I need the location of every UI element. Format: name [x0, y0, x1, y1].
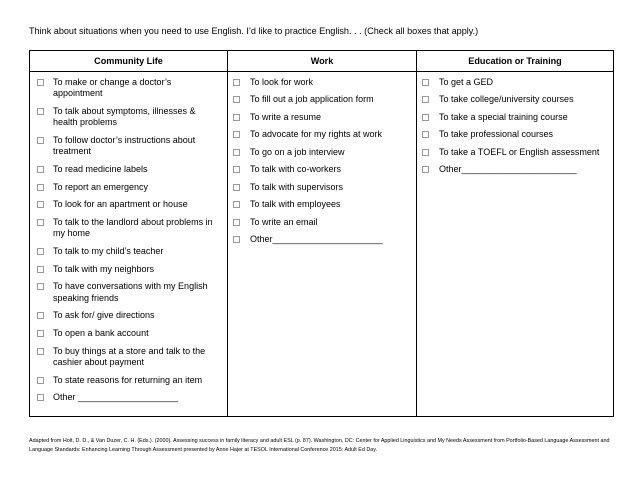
checklist-item[interactable]: [31, 199, 226, 210]
checklist-item-label: To fill out a job application form: [250, 94, 374, 105]
checkbox[interactable]: [233, 166, 240, 173]
checklist-item-label: To state reasons for returning an item: [53, 374, 203, 385]
checklist-item-label: To open a bank account: [53, 328, 149, 339]
checklist-item-label: To make or change a doctor’s appointment: [53, 77, 172, 99]
checkbox[interactable]: [37, 394, 44, 401]
column-heading-community-life: Community Life: [30, 51, 228, 72]
checklist-item[interactable]: [418, 164, 612, 175]
checkbox[interactable]: [233, 131, 240, 138]
checklist-item-label: To take a TOEFL or English assessment: [439, 146, 600, 157]
checkbox[interactable]: [233, 114, 240, 121]
checklist-item-label: To advocate for my rights at work: [250, 129, 383, 140]
checklist-item-label: To talk with employees: [250, 199, 341, 210]
checklist-item[interactable]: [31, 246, 226, 257]
checkbox[interactable]: [37, 377, 44, 384]
column-heading-education: Education or Training: [417, 51, 614, 72]
checklist-item[interactable]: [31, 217, 226, 240]
education-column: [417, 72, 614, 417]
checklist-item-label: To buy things at a store and talk to the cashier about payment: [53, 345, 206, 368]
work-list: [229, 73, 415, 246]
checklist-item-label: To talk with supervisors: [250, 181, 344, 192]
checkbox[interactable]: [422, 166, 429, 173]
checklist-item[interactable]: [31, 135, 226, 158]
checklist-item[interactable]: [418, 112, 612, 123]
checklist-item-label: To report an emergency: [53, 181, 149, 192]
checklist-item-label: Other_______________________: [439, 164, 577, 175]
checklist-item-label: To write a resume: [250, 111, 322, 122]
checklist-item[interactable]: [229, 77, 415, 88]
checkbox[interactable]: [37, 348, 44, 355]
checklist-item[interactable]: [229, 217, 415, 228]
checkbox[interactable]: [37, 184, 44, 191]
checkbox[interactable]: [233, 96, 240, 103]
checklist-item[interactable]: [229, 147, 415, 158]
checkbox[interactable]: [37, 266, 44, 273]
checkbox[interactable]: [37, 219, 44, 226]
checklist-item-label: To take college/university courses: [439, 94, 574, 105]
checklist-item-label: To write an email: [250, 216, 318, 227]
checklist-item-label: To talk to my child’s teacher: [53, 246, 164, 256]
checklist-item[interactable]: [31, 77, 226, 100]
citation-footer: Adapted from Holt, D. D., & Van Duzer, C. H. (Eds.). (2000). Assessing success in family literacy and adult ESL (p. 87). Washington, DC: Center for Applied Linguistics and My Needs Assessment from Portfolio-Based Language Assessment and Language Standards: Enhancing Learning Through Assessment presented by Anne Hajer at TESOL International Conference 2015: Adult Ed Day.: [29, 438, 610, 453]
checklist-item[interactable]: [229, 94, 415, 105]
checklist-item-label: To talk about symptoms, illnesses & health problems: [53, 105, 196, 128]
checklist-item-label: To get a GED: [439, 77, 494, 87]
checkbox[interactable]: [422, 114, 429, 121]
instructions-text: Think about situations when you need to use English. I’d like to practice English. . . (Check all boxes that apply.): [29, 26, 479, 36]
checkbox[interactable]: [37, 79, 44, 86]
checklist-item[interactable]: [229, 164, 415, 175]
checkbox[interactable]: [37, 108, 44, 115]
checklist-item-label: To look for an apartment or house: [53, 199, 188, 210]
checklist-item[interactable]: [229, 182, 415, 193]
checkbox[interactable]: [37, 201, 44, 208]
checkbox[interactable]: [233, 201, 240, 208]
checkbox[interactable]: [422, 131, 429, 138]
checklist-item[interactable]: [31, 310, 226, 321]
checklist-item-label: To follow doctor’s instructions about treatment: [53, 134, 196, 157]
checklist-item[interactable]: [229, 112, 415, 123]
checklist-item-label: To talk with my neighbors: [53, 263, 155, 274]
checklist-item[interactable]: [31, 328, 226, 339]
checklist-item[interactable]: [31, 164, 226, 175]
checklist-item[interactable]: [229, 129, 415, 140]
checkbox[interactable]: [37, 137, 44, 144]
community-life-list: [31, 73, 226, 404]
checklist-item[interactable]: [418, 94, 612, 105]
checklist-item[interactable]: [418, 147, 612, 158]
checklist-item[interactable]: [418, 77, 612, 88]
checklist-item-label: To have conversations with my English speaking friends: [53, 281, 208, 303]
checklist-item[interactable]: [31, 281, 226, 304]
checkbox[interactable]: [37, 330, 44, 337]
checkbox[interactable]: [233, 184, 240, 191]
checklist-item[interactable]: [31, 182, 226, 193]
checklist-item-label: To go on a job interview: [250, 146, 345, 157]
checklist-item[interactable]: [31, 392, 226, 403]
checkbox[interactable]: [37, 312, 44, 319]
checklist-item-label: To talk to the landlord about problems in my home: [53, 217, 213, 239]
checkbox[interactable]: [422, 96, 429, 103]
checklist-item-label: To read medicine labels: [53, 163, 148, 174]
checkbox[interactable]: [37, 283, 44, 290]
checkbox[interactable]: [422, 149, 429, 156]
checkbox[interactable]: [37, 166, 44, 173]
work-column: [228, 72, 417, 417]
checklist-item-label: To talk with co-workers: [250, 164, 342, 175]
checklist-item-label: Other______________________: [250, 234, 383, 245]
checklist-item[interactable]: [229, 199, 415, 210]
checkbox[interactable]: [233, 149, 240, 156]
checklist-item[interactable]: [418, 129, 612, 140]
checklist-item-label: To ask for/ give directions: [53, 310, 155, 321]
checklist-item[interactable]: [31, 346, 226, 369]
needs-assessment-table: [29, 50, 614, 417]
checkbox[interactable]: [233, 219, 240, 226]
checklist-item[interactable]: [31, 264, 226, 275]
checklist-item[interactable]: [31, 375, 226, 386]
checkbox[interactable]: [37, 248, 44, 255]
checklist-item-label: Other ____________________: [53, 392, 179, 403]
checklist-item-label: To look for work: [250, 77, 314, 87]
checkbox[interactable]: [233, 79, 240, 86]
column-heading-work: Work: [228, 51, 417, 72]
checkbox[interactable]: [422, 79, 429, 86]
checkbox[interactable]: [233, 236, 240, 243]
checklist-item[interactable]: [31, 106, 226, 129]
community-life-column: [30, 72, 228, 417]
checklist-item[interactable]: [229, 234, 415, 245]
checklist-item-label: To take professional courses: [439, 129, 554, 140]
education-list: [418, 73, 612, 176]
checklist-item-label: To take a special training course: [439, 111, 568, 122]
